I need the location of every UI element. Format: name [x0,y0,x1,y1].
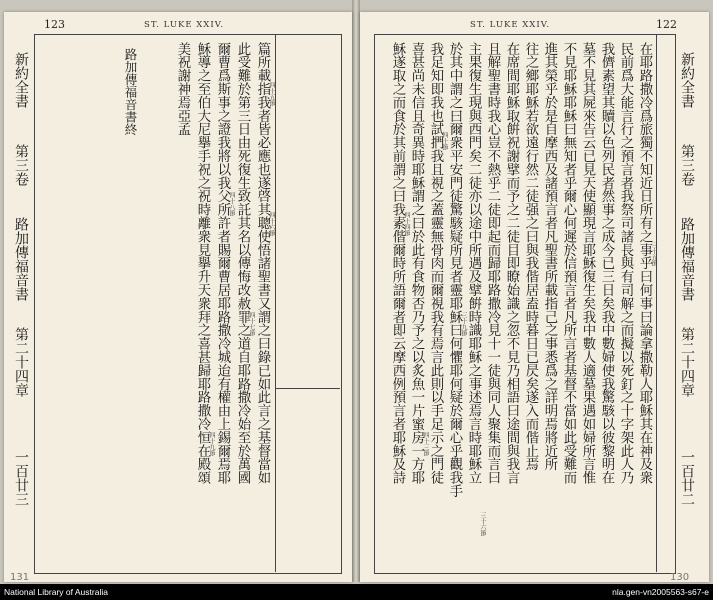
right-margin-book: 路加傳福音書 [679,217,695,301]
right-handwritten-number: 130 [670,572,690,583]
verse-note: 四十節 [441,132,448,150]
right-margin-volume: 第三卷 [679,144,695,186]
verse-note: 四十三節 [422,432,429,456]
left-margin-chapter: 第二十四章 [13,327,29,397]
left-text-column-4: 穌導之至伯大尼擧手祝之祝時離衆見擧升天衆拜之喜甚歸耶路撒冷恒在殿頌 [195,42,210,485]
right-margin-rule [656,34,657,572]
right-text-column-3: 我儕素望其贖以色列民者然事之成今已三日矣我中數婦使我驚駭以彼黎明在 [599,42,614,485]
left-margin-volume: 第三卷 [13,144,29,186]
left-margin-book: 路加傳福音書 [13,217,29,301]
verse-note: 四十八節 [228,192,235,216]
verse-note: 三十九節 [460,312,467,336]
footer-bar [0,584,713,600]
verse-note: 三十五節 [650,242,657,266]
right-running-header: ST. LUKE XXIV. [470,20,551,30]
right-text-column-4: 墓不見其屍來告云已見天使顯現言耶穌復生矣我中數人適墓果遇如婦所言惟 [580,42,595,485]
left-page-number: 123 [44,18,65,31]
footer-library-name: National Library of Australia [4,587,108,597]
left-margin-rule [275,34,276,572]
right-text-column-2: 民前爲大能言行之預言者我祭司諸長與有司解之而擬以死釘之十字架此人乃 [618,42,633,485]
right-text-column-8: 在席間耶穌取餠祝謝擘而予之二徒目即瞭始識之忽不見乃相語曰途間與我言 [504,42,519,485]
right-page-number: 122 [656,18,677,31]
closing-book-title: 路加傳福音書終 [123,48,138,136]
verse-note: 四十七節 [248,312,255,336]
book-gutter [352,0,360,582]
right-text-column-10: 主果復生現與西門矣二徒亦以途中所遇及擘餠時識耶穌之事述焉言時耶穌立 [466,42,481,485]
verse-note: 四十九節 [208,432,215,456]
right-text-column-6: 進其榮乎於是自摩西及諸預言者凡聖書所載指己之事悉爲之詳明焉將近所 [542,42,557,471]
left-handwritten-number: 131 [10,572,30,583]
right-margin-chapter: 第二十四章 [679,327,695,397]
verse-note: 四十四節 [403,212,410,236]
left-margin-divider [275,388,340,389]
verse-note: 三十六節 [479,512,486,536]
right-text-column-11: 於其中謂之曰爾衆平安門徒驚駭疑所見者靈耶穌曰何懼耶何疑於爾心乎觀我手 [447,42,462,498]
right-text-column-13: 喜甚尚未信且奇異時耶穌謂之曰於此有食物否乃予之以炙魚一片蜜房一方耶 [409,42,424,485]
left-folio: 一百廿三 [13,450,29,506]
right-text-column-7: 往之鄉耶穌若欲遠行然二徒强之曰與我偕居盍時暮日已昃矣遂入而偕止焉 [523,42,538,471]
left-text-column-5: 美祝謝神焉亞孟 [175,42,190,136]
right-text-column-12: 我足知即我也試捫我且視之蓋靈無骨肉而爾視我有焉言此則以手足示之門徒 [428,42,443,485]
verse-note: 四十五節 [268,82,275,106]
left-text-column-2: 此受難於第三日由死復生致託其名以傳悔改赦罪之道自耶路撒冷始至於萬國 [235,42,250,485]
verse-note: 四十六節 [268,212,275,236]
footer-identifier: nla.gen-vn2005563-s67-e [612,587,709,597]
right-margin-testament: 新約全書 [679,52,695,108]
right-text-column-9: 且解聖書時我心豈不熱乎二徒即起而歸耶路撒冷見十一徒與同人聚集而言曰 [485,42,500,485]
right-text-column-1: 在耶路撒冷爲旅獨不知近日所有之事乎曰何事曰論拿撒勒人耶穌其在神及衆 [637,42,652,485]
left-margin-testament: 新約全書 [13,52,29,108]
left-running-header: ST. LUKE XXIV. [144,20,225,30]
right-text-column-14: 穌遂取之而食於其前謂之曰我素偕爾時所語爾者即云摩西例預言者耶穌及詩 [390,42,405,485]
right-text-column-5: 不見耶穌耶穌曰無知者乎爾心何遲於信預言者凡所言者基督不當如此受難而 [561,42,576,485]
right-page [360,12,709,582]
left-page [4,12,352,582]
left-text-column-3: 爾曹爲斯事之證我將以我父所許者賜爾曹居耶路撒冷城迨有權由上錫爾焉耶 [215,42,230,485]
right-folio: 一百廿二 [679,450,695,506]
left-text-column-1: 篇所載指我者皆必應也遂啓其聰使悟諸聖書又謂之曰錄已如此言之基督當如 [255,42,270,485]
